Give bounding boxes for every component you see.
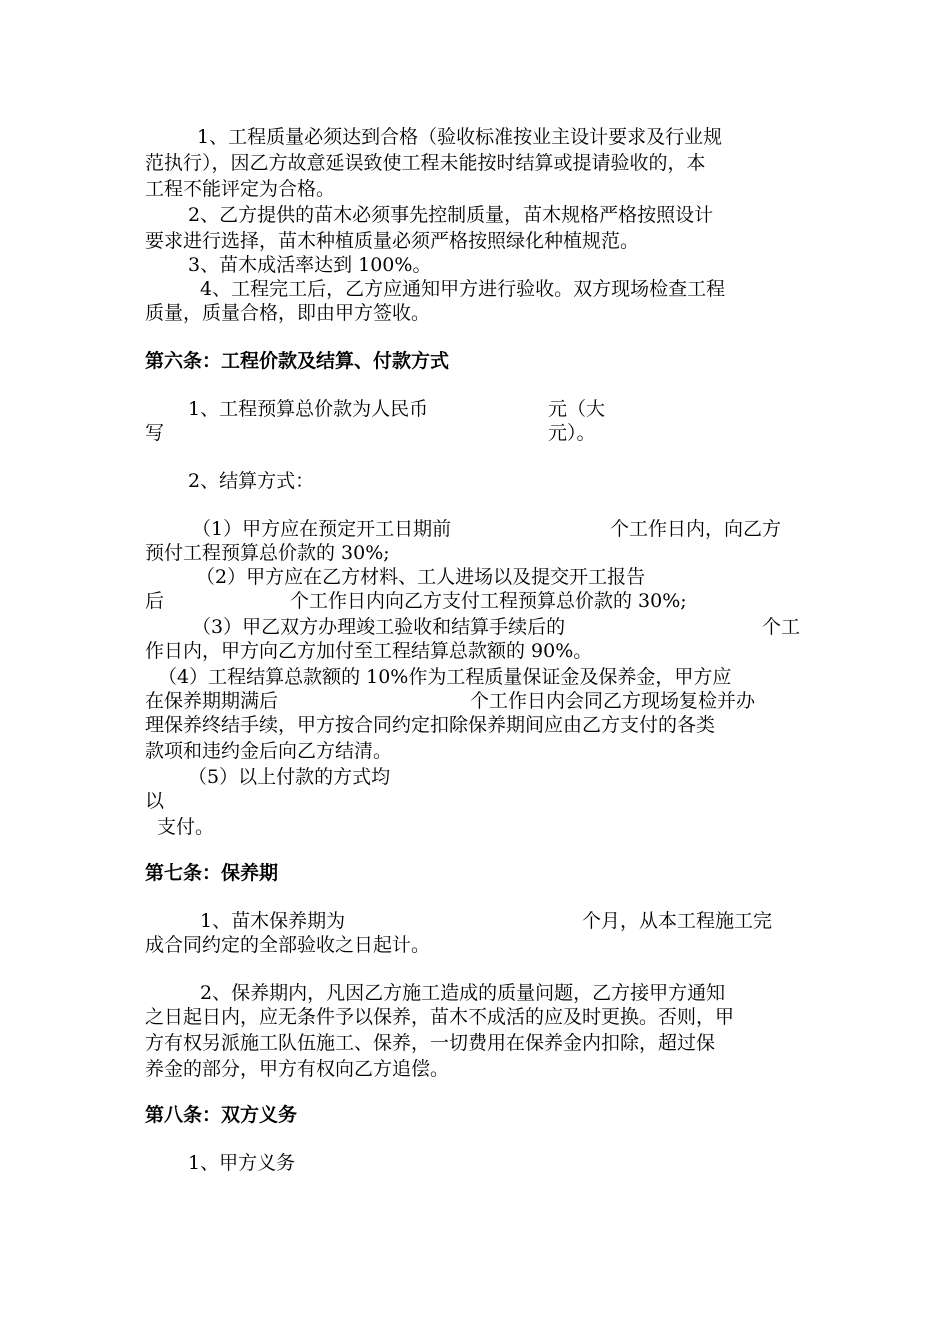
clause-7-1-line-2: 成合同约定的全部验收之日起计。 (145, 934, 431, 956)
clause-6-2-4-line-1: （4）工程结算总款额的 10%作为工程质量保证金及保养金，甲方应 (158, 666, 732, 688)
clause-6-2-4-line-3: 理保养终结手续，甲方按合同约定扣除保养期间应由乙方支付的各类 (145, 714, 716, 736)
clause-6-2-2-text: （2）甲方应在乙方材料、工人进场以及提交开工报告 (196, 566, 646, 588)
clause-6-2-title: 2、结算方式： (188, 470, 315, 492)
clause-6-1-unit: 元（大 (548, 398, 606, 420)
article-8-heading: 第八条：双方义务 (145, 1104, 298, 1126)
clause-6-2-3-text: （3）甲乙双方办理竣工验收和结算手续后的 (192, 616, 566, 638)
clause-6-1-capital-label: 写 (145, 422, 165, 444)
clause-6-2-1-line-2: 预付工程预算总价款的 30%; (145, 542, 390, 564)
clause-6-2-5-line-3: 支付。 (157, 816, 215, 838)
clause-7-2-line-2: 之日起日内，应无条件予以保养，苗木不成活的应及时更换。否则，甲 (145, 1006, 735, 1028)
clause-7-2-line-4: 养金的部分，甲方有权向乙方追偿。 (145, 1058, 450, 1080)
clause-6-2-5-line-2: 以 (145, 790, 165, 812)
clause-6-2-4-line-2-cont: 个工作日内会同乙方现场复检并办 (470, 690, 756, 712)
clause-6-2-4-line-4: 款项和违约金后向乙方结清。 (145, 740, 393, 762)
clause-6-2-5-text: （5）以上付款的方式均 (188, 766, 391, 788)
clause-5-1-line-3: 工程不能评定为合格。 (145, 178, 336, 200)
article-6-heading: 第六条：工程价款及结算、付款方式 (145, 350, 450, 372)
clause-6-2-1-text: （1）甲方应在预定开工日期前 (192, 518, 452, 540)
clause-5-2-line-2: 要求进行选择，苗木种植质量必须严格按照绿化种植规范。 (145, 230, 640, 252)
clause-6-2-3-line-2: 作日内，甲方向乙方加付至工程结算总款额的 90%。 (145, 640, 593, 662)
clause-7-2-line-3: 方有权另派施工队伍施工、保养，一切费用在保养金内扣除，超过保 (145, 1032, 716, 1054)
clause-5-3: 3、苗木成活率达到 100%。 (188, 254, 432, 276)
clause-6-2-4-line-2-start: 在保养期期满后 (145, 690, 279, 712)
clause-5-2-line-1: 2、乙方提供的苗木必须事先控制质量，苗木规格严格按照设计 (188, 204, 714, 226)
clause-5-4-line-2: 质量，质量合格，即由甲方签收。 (145, 302, 431, 324)
clause-6-2-1-cont: 个工作日内，向乙方 (610, 518, 782, 540)
clause-6-2-2-line-2-start: 后 (145, 590, 165, 612)
clause-5-1-line-1: 1、工程质量必须达到合格（验收标准按业主设计要求及行业规 (197, 126, 723, 148)
clause-6-1-capital-unit: 元）。 (548, 422, 596, 444)
clause-8-1-title: 1、甲方义务 (188, 1152, 296, 1174)
clause-7-1-text: 1、苗木保养期为 (200, 910, 346, 932)
article-7-heading: 第七条：保养期 (145, 862, 279, 884)
clause-6-2-3-cont: 个工 (762, 616, 801, 638)
clause-6-2-2-line-2-cont: 个工作日内向乙方支付工程预算总价款的 30%; (290, 590, 687, 612)
clause-6-1-text: 1、工程预算总价款为人民币 (188, 398, 429, 420)
clause-5-1-line-2: 范执行），因乙方故意延误致使工程未能按时结算或提请验收的，本 (145, 152, 706, 174)
clause-5-4-line-1: 4、工程完工后，乙方应通知甲方进行验收。双方现场检查工程 (200, 278, 726, 300)
clause-7-2-line-1: 2、保养期内，凡因乙方施工造成的质量问题，乙方接甲方通知 (200, 982, 726, 1004)
clause-7-1-cont: 个月，从本工程施工完 (582, 910, 773, 932)
